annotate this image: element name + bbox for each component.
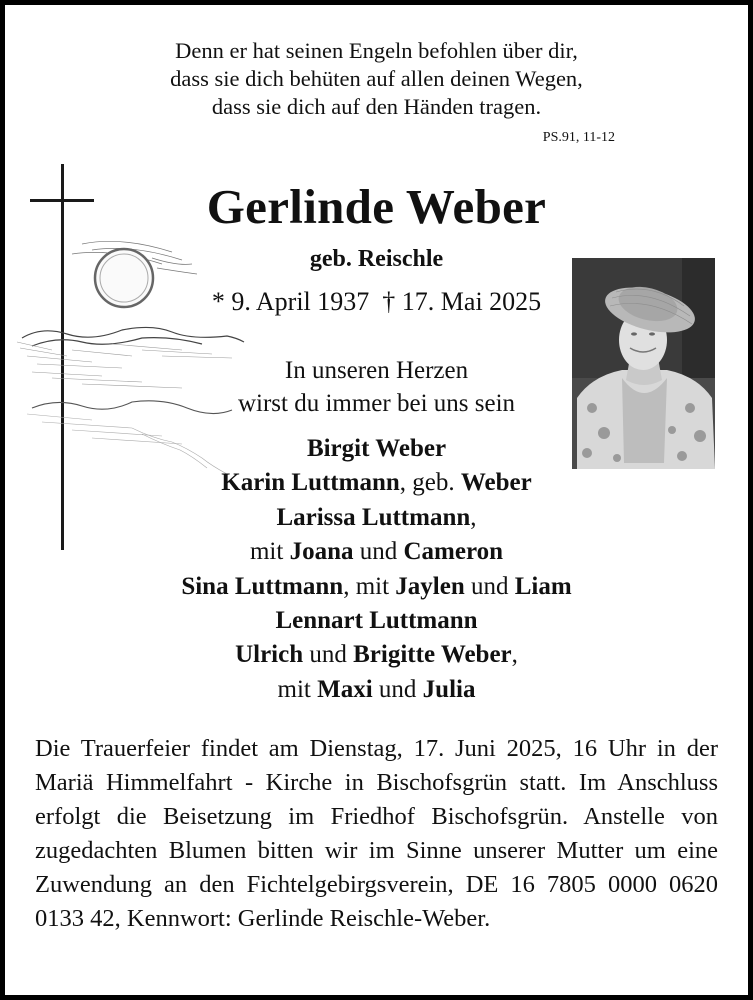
family-list <box>0 432 753 707</box>
funeral-notice: Die Trauerfeier findet am Dienstag, 17. Juni 2025, 16 Uhr in der Mariä Himmelfahrt - Kirche in Bischofsgrün statt. Im Anschluss erfolgt die Beisetzung im Friedhof Bischofsgrün. Anstelle von zugedachten Blumen bitten wir im Sinne unserer Mutter um eine Zuwendung an den Fichtelgebirgsverein, DE 16 7805 0000 0620 0133 42, Kennwort: Gerlinde Reischle-Weber. <box>35 735 718 932</box>
death-date: † 17. Mai 2025 <box>382 287 542 316</box>
psalm-line: dass sie dich behüten auf allen deinen Wegen, <box>170 66 583 91</box>
family-line: mit Joana und Cameron <box>249 538 504 566</box>
deceased-name: Gerlinde Weber <box>206 179 547 234</box>
motto-line: wirst du immer bei uns sein <box>237 390 516 417</box>
birth-date: * 9. April 1937 <box>211 287 370 316</box>
psalm-reference: PS.91, 11-12 <box>542 130 615 145</box>
psalm-line: Denn er hat seinen Engeln befohlen über dir, <box>175 38 578 63</box>
memorial-motto <box>0 354 753 420</box>
psalm-line: dass sie dich auf den Händen tragen. <box>211 94 542 119</box>
birth-name: geb. Reischle <box>309 246 444 272</box>
family-line: mit Maxi und Julia <box>277 675 476 703</box>
family-line: Birgit Weber <box>306 435 447 462</box>
family-line: Lennart Luttmann <box>275 607 478 635</box>
family-line: Karin Luttmann, geb. Weber <box>221 469 532 497</box>
motto-line: In unseren Herzen <box>284 357 469 384</box>
family-line: Larissa Luttmann, <box>276 503 477 531</box>
family-line: Ulrich und Brigitte Weber, <box>235 641 518 669</box>
family-line: Sina Luttmann, mit Jaylen und Liam <box>181 572 572 600</box>
psalm-quote <box>0 37 753 121</box>
